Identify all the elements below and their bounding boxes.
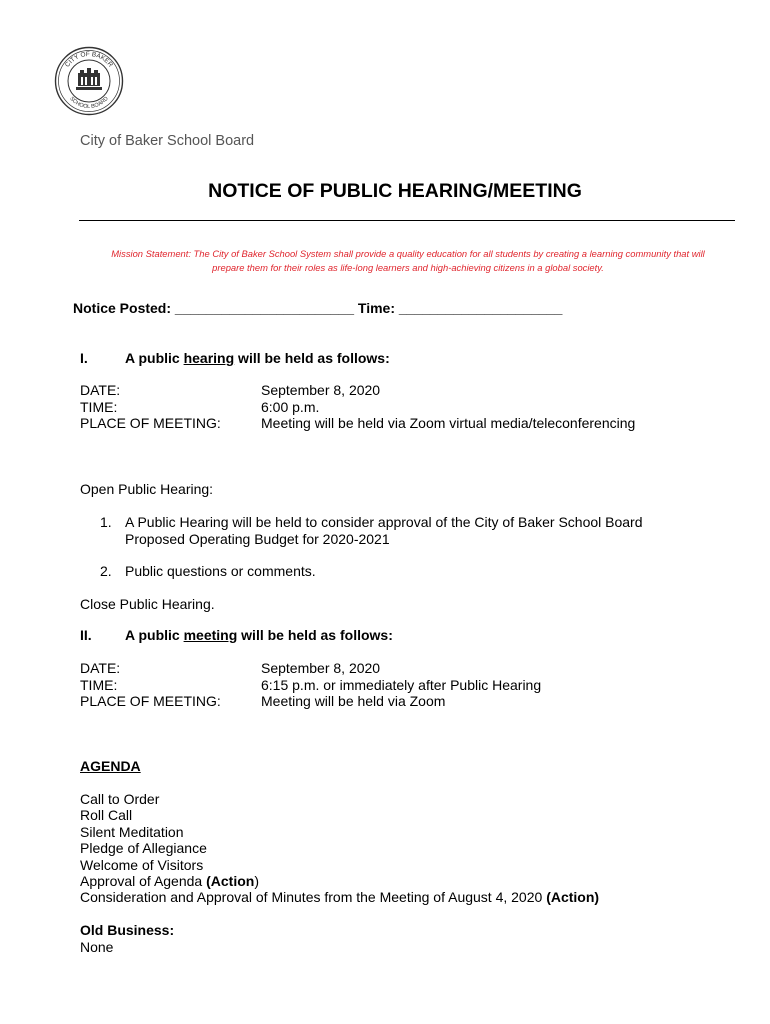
list-number: 1. [100, 514, 112, 530]
time-label: TIME: [80, 398, 118, 415]
agenda-item: Silent Meditation [80, 823, 184, 840]
page-title: NOTICE OF PUBLIC HEARING/MEETING [208, 180, 582, 202]
place-value: Meeting will be held via Zoom virtual media/teleconferencing [261, 415, 636, 431]
time-value: 6:00 p.m. [261, 398, 320, 415]
old-business [80, 922, 174, 955]
title-divider [79, 220, 735, 221]
close-hearing-text: Close Public Hearing. [80, 596, 215, 612]
place-label: PLACE OF MEETING: [80, 693, 221, 709]
date-label: DATE: [80, 382, 121, 398]
section-number: I. [80, 350, 88, 366]
action-tag: (Action [206, 873, 255, 890]
mission-line: prepare them for their roles as life-long learners and high-achieving citizens in a global society. [212, 262, 604, 273]
old-business-value: None [80, 938, 114, 955]
list-item [100, 563, 316, 580]
list-number: 2. [100, 563, 112, 579]
old-business-heading: Old Business: [80, 922, 175, 938]
notice-time-blank: _____________________ [398, 300, 563, 316]
agenda-item-text: ) [254, 873, 259, 890]
list-item [100, 514, 643, 547]
notice-time-label: Time: [357, 300, 395, 316]
notice-posted-line [73, 300, 562, 316]
action-tag: (Action) [546, 889, 600, 906]
svg-text:CITY OF BAKER: CITY OF BAKER [63, 50, 115, 69]
open-hearing-text: Open Public Hearing: [80, 481, 214, 497]
meeting-heading [80, 627, 393, 643]
agenda-item-text: Approval of Agenda [80, 873, 207, 890]
hearing-details [80, 382, 635, 432]
heading-text: will be held as follows: [234, 350, 390, 366]
date-label: DATE: [80, 660, 121, 676]
agenda-item [80, 889, 599, 905]
heading-text: A public [125, 350, 184, 366]
time-label: TIME: [80, 676, 118, 693]
heading-text: A public [125, 627, 184, 643]
svg-text:SCHOOL BOARD: SCHOOL BOARD [68, 95, 110, 111]
section-number: II. [80, 627, 92, 643]
school-board-seal [54, 46, 124, 116]
agenda-item [80, 873, 599, 889]
date-value: September 8, 2020 [261, 660, 381, 676]
list-text: Public questions or comments. [125, 563, 316, 579]
agenda-item: Welcome of Visitors [80, 856, 204, 873]
time-value: 6:15 p.m. or immediately after Public Hearing [261, 676, 542, 693]
heading-keyword: meeting [183, 627, 238, 643]
notice-posted-label: Notice Posted: [73, 300, 172, 316]
agenda-item-text: Consideration and Approval of Minutes from the Meeting of August 4, 2020 [80, 889, 547, 906]
hearing-heading [80, 350, 390, 366]
agenda-item: Roll Call [80, 807, 133, 824]
mission-line: Mission Statement: The City of Baker School System shall provide a quality education for all students by creating a learning community that will [111, 248, 705, 259]
agenda-item: Pledge of Allegiance [80, 840, 207, 857]
date-value: September 8, 2020 [261, 382, 381, 398]
organization-name: City of Baker School Board [80, 133, 255, 149]
agenda-heading: AGENDA [80, 758, 141, 774]
mission-statement [80, 247, 736, 275]
meeting-details [80, 660, 541, 710]
list-text: Proposed Operating Budget for 2020-2021 [125, 530, 390, 547]
place-value: Meeting will be held via Zoom [261, 693, 446, 709]
heading-text: will be held as follows: [237, 627, 393, 643]
heading-keyword: hearing [183, 350, 235, 366]
agenda-item: Call to Order [80, 791, 160, 807]
notice-posted-blank: _______________________ [174, 300, 354, 316]
place-label: PLACE OF MEETING: [80, 415, 221, 431]
list-text: A Public Hearing will be held to consider approval of the City of Baker School Board [125, 514, 643, 530]
agenda-list [80, 791, 599, 906]
